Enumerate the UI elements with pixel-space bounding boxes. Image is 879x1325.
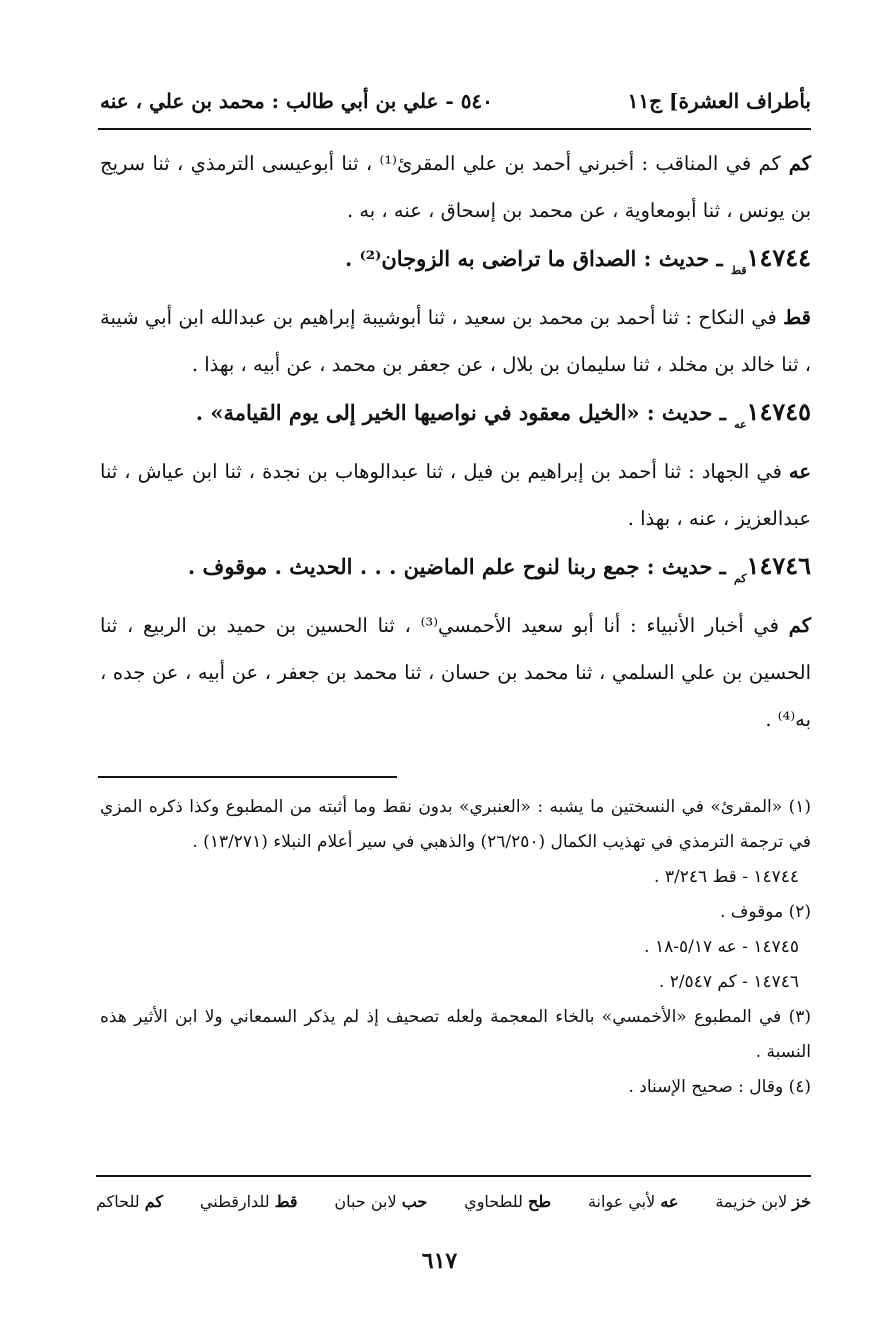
- hadith-number: ١٤٧٤٥: [746, 397, 811, 426]
- legend-item: كم للحاكم: [96, 1191, 164, 1211]
- footnote: (٣) في المطبوع «الأخمسي» بالخاء المعجمة ولعله تصحيف إذ لم يذكر السمعاني ولا ابن الأثير هذه النسبة .: [100, 1007, 811, 1062]
- legend-item: قط للدارقطني: [199, 1191, 298, 1211]
- hadith-isnad: [100, 602, 811, 743]
- hadith-siglum: كم: [733, 572, 747, 585]
- hadith-heading: [100, 388, 811, 448]
- intro-paragraph: كم كم في المناقب : أخبرني أحمد بن علي المقرئ⁽¹⁾ ، ثنا أبوعيسى الترمذي ، ثنا سريج بن يونس ، ثنا أبومعاوية ، عن محمد بن إسحاق ، عنه ، به .: [100, 152, 811, 222]
- header-divider: [98, 128, 811, 130]
- hadith-heading: [100, 542, 811, 602]
- footnote-reference: ١٤٧٤٥ - عه ٥/١٧-١٨ .: [644, 937, 799, 957]
- header-volume: بأطراف العشرة] ج١١: [627, 89, 811, 113]
- source-abbr: عه: [788, 460, 811, 483]
- hadith-number: ١٤٧٤٦: [746, 551, 811, 580]
- page-number: ٦١٧: [421, 1248, 458, 1274]
- footnote: (١) «المقرئ» في النسختين ما يشبه : «العنبري» بدون نقط وما أثبته من المطبوع وكذا ذكره المزي في ترجمة الترمذي في تهذيب الكمال (٢٦/٢٥٠) والذهبي في سير أعلام النبلاء (١٣/٢٧١) .: [100, 797, 811, 852]
- running-header: [100, 84, 811, 118]
- legend-item: حب لابن حبان: [334, 1191, 428, 1211]
- hadith-isnad: [100, 448, 811, 542]
- source-abbr: قط: [783, 306, 811, 329]
- hadith-title: ـ حديث : جمع ربنا لنوح علم الماضين . . . الحديث . موقوف .: [187, 554, 726, 579]
- intro-text: كم في المناقب : أخبرني أحمد بن علي المقرئ⁽¹⁾ ، ثنا أبوعيسى الترمذي ، ثنا سريج بن يونس ، ثنا أبومعاوية ، عن محمد بن إسحاق ، عنه ، به .: [100, 152, 811, 222]
- footnote-reference: ١٤٧٤٤ - قط ٣/٢٤٦ .: [654, 867, 799, 887]
- legend-item: طح للطحاوي: [464, 1191, 552, 1211]
- hadith-number: ١٤٧٤٤: [746, 243, 811, 272]
- footnotes: [100, 790, 811, 1105]
- isnad-text: في النكاح : ثنا أحمد بن محمد بن سعيد ، ثنا أبوشيبة إبراهيم بن عبدالله ابن أبي شيبة ، ثنا خالد بن مخلد ، ثنا سليمان بن بلال ، عن جعفر بن محمد ، عن أبيه ، بهذا .: [100, 306, 811, 376]
- isnad-text: في الجهاد : ثنا أحمد بن إبراهيم بن فيل ، ثنا عبدالوهاب بن نجدة ، ثنا ابن عياش ، ثنا عبدالعزيز ، عنه ، بهذا .: [100, 460, 811, 530]
- legend-divider: [96, 1175, 811, 1177]
- footnote-reference: ١٤٧٤٦ - كم ٢/٥٤٧ .: [658, 972, 799, 992]
- header-chapter: ٥٤٠ - علي بن أبي طالب : محمد بن علي ، عنه: [100, 89, 493, 113]
- source-abbr: كم: [788, 614, 811, 637]
- hadith-title: ـ حديث : الصداق ما تراضى به الزوجان⁽²⁾ .: [345, 246, 723, 271]
- isnad-text: في أخبار الأنبياء : أنا أبو سعيد الأحمسي⁽³⁾ ، ثنا الحسين بن حميد بن الربيع ، ثنا الحسين بن علي السلمي ، ثنا محمد بن حسان ، ثنا محمد بن جعفر ، عن أبيه ، عن جده ، به⁽⁴⁾ .: [100, 614, 811, 731]
- hadith-entry: [100, 234, 811, 388]
- legend-item: خز لابن خزيمة: [715, 1191, 811, 1211]
- hadith-isnad: [100, 294, 811, 388]
- hadith-siglum: قط: [730, 264, 747, 277]
- hadith-entry: [100, 388, 811, 542]
- legend-item: عه لأبي عوانة: [587, 1191, 679, 1211]
- footnote-divider: [98, 776, 397, 778]
- abbreviation-legend: [96, 1186, 811, 1216]
- hadith-title: ـ حديث : «الخيل معقود في نواصيها الخير إلى يوم القيامة» .: [195, 400, 726, 425]
- hadith-entry: [100, 542, 811, 743]
- main-text: [100, 140, 811, 743]
- footnote: (٤) وقال : صحيح الإسناد .: [628, 1077, 811, 1097]
- hadith-siglum: عه: [734, 418, 747, 431]
- hadith-heading: [100, 234, 811, 294]
- footnote: (٢) موقوف .: [719, 902, 811, 922]
